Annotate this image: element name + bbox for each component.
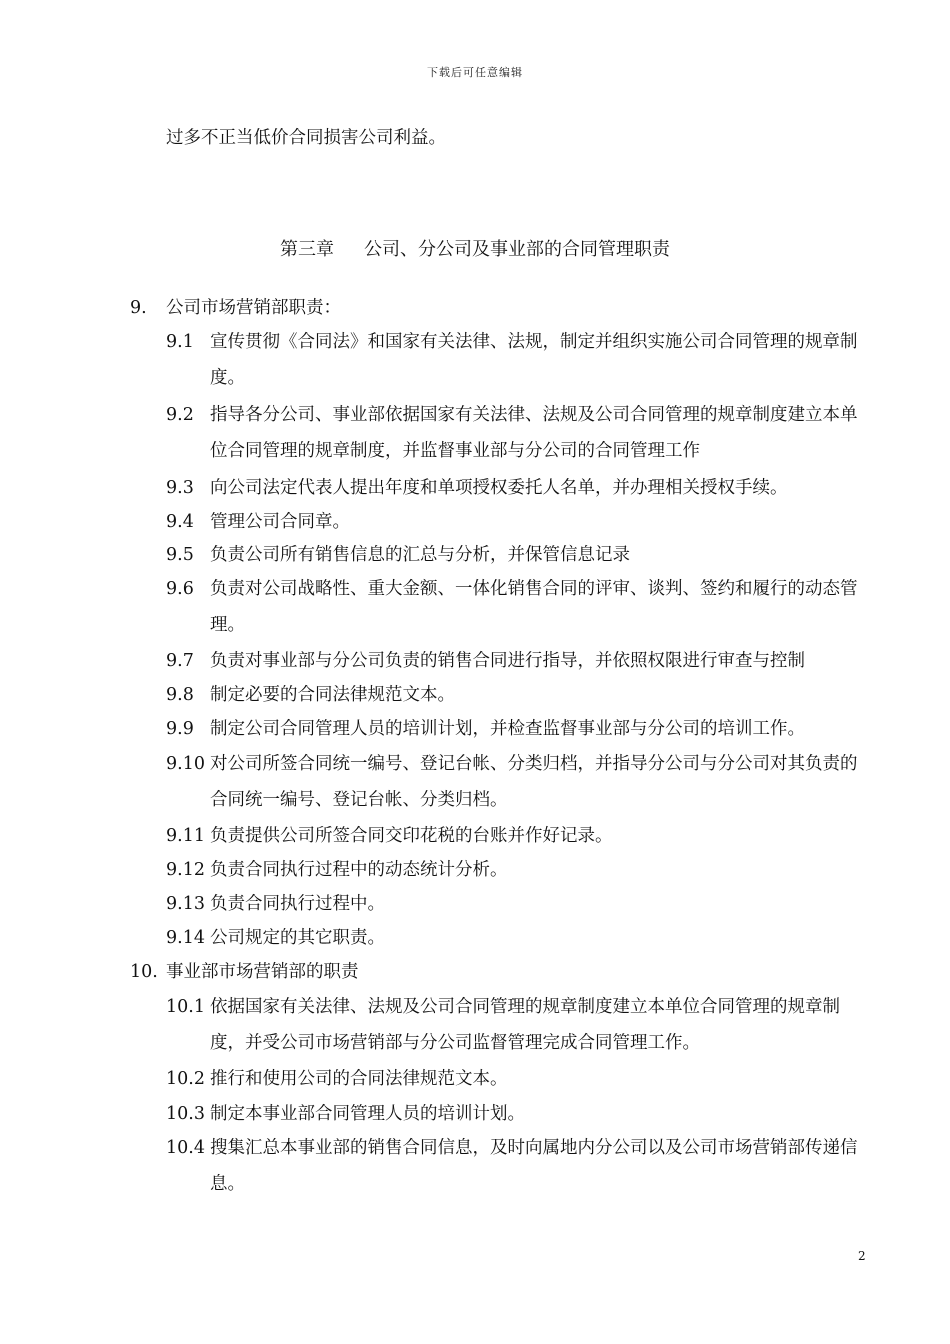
item-number: 9.4	[166, 512, 194, 532]
item-number: 9.7	[166, 651, 194, 671]
item-text: 依据国家有关法律、法规及公司合同管理的规章制度建立本单位合同管理的规章制度，并受公司市场营销部与分公司监督管理完成合同管理工作。	[210, 997, 840, 1053]
item-number: 9.5	[166, 545, 194, 565]
item-number: 9.2	[166, 405, 194, 425]
item-text: 制定本事业部合同管理人员的培训计划。	[210, 1104, 525, 1124]
section-number: 10.	[130, 962, 158, 982]
item-text: 负责合同执行过程中。	[210, 894, 385, 914]
item-number: 9.8	[166, 685, 194, 705]
page-header: 下载后可任意编辑	[427, 66, 523, 79]
item-number: 9.14	[166, 928, 205, 948]
intro-paragraph: 过多不正当低价合同损害公司利益。	[166, 128, 446, 148]
item-number: 9.6	[166, 579, 194, 599]
item-number: 9.9	[166, 719, 194, 739]
item-text: 对公司所签合同统一编号、登记台帐、分类归档，并指导分公司与分公司对其负责的合同统一编号、登记台帐、分类归档。	[210, 754, 858, 810]
item-text: 向公司法定代表人提出年度和单项授权委托人名单，并办理相关授权手续。	[210, 478, 788, 498]
item-number: 10.4	[166, 1138, 205, 1158]
item-text: 负责对公司战略性、重大金额、一体化销售合同的评审、谈判、签约和履行的动态管理。	[210, 579, 858, 635]
item-text: 指导各分公司、事业部依据国家有关法律、法规及公司合同管理的规章制度建立本单位合同管理的规章制度，并监督事业部与分公司的合同管理工作	[210, 405, 858, 461]
item-number: 9.13	[166, 894, 205, 914]
item-number: 10.3	[166, 1104, 205, 1124]
item-number: 9.1	[166, 332, 194, 352]
item-number: 10.1	[166, 997, 205, 1017]
item-number: 9.10	[166, 754, 205, 774]
item-text: 搜集汇总本事业部的销售合同信息，及时向属地内分公司以及公司市场营销部传递信息。	[210, 1138, 858, 1194]
item-text: 负责提供公司所签合同交印花税的台账并作好记录。	[210, 826, 613, 846]
item-text: 制定必要的合同法律规范文本。	[210, 685, 455, 705]
item-number: 10.2	[166, 1069, 205, 1089]
chapter-title: 公司、分公司及事业部的合同管理职责	[364, 239, 670, 260]
chapter-number: 第三章	[280, 239, 334, 260]
section-title: 公司市场营销部职责：	[166, 298, 341, 318]
item-text: 管理公司合同章。	[210, 512, 350, 532]
section-number: 9.	[130, 298, 147, 318]
item-text: 制定公司合同管理人员的培训计划，并检查监督事业部与分公司的培训工作。	[210, 719, 805, 739]
item-number: 9.3	[166, 478, 194, 498]
section-title: 事业部市场营销部的职责	[166, 962, 359, 982]
item-text: 推行和使用公司的合同法律规范文本。	[210, 1069, 508, 1089]
item-text: 公司规定的其它职责。	[210, 928, 385, 948]
item-number: 9.12	[166, 860, 205, 880]
chapter-heading	[0, 238, 950, 262]
page-number: 2	[858, 1249, 866, 1263]
item-text: 宣传贯彻《合同法》和国家有关法律、法规，制定并组织实施公司合同管理的规章制度。	[210, 332, 858, 388]
item-text: 负责合同执行过程中的动态统计分析。	[210, 860, 508, 880]
item-text: 负责对事业部与分公司负责的销售合同进行指导，并依照权限进行审查与控制	[210, 651, 805, 671]
item-number: 9.11	[166, 826, 205, 846]
item-text: 负责公司所有销售信息的汇总与分析，并保管信息记录	[210, 545, 630, 565]
